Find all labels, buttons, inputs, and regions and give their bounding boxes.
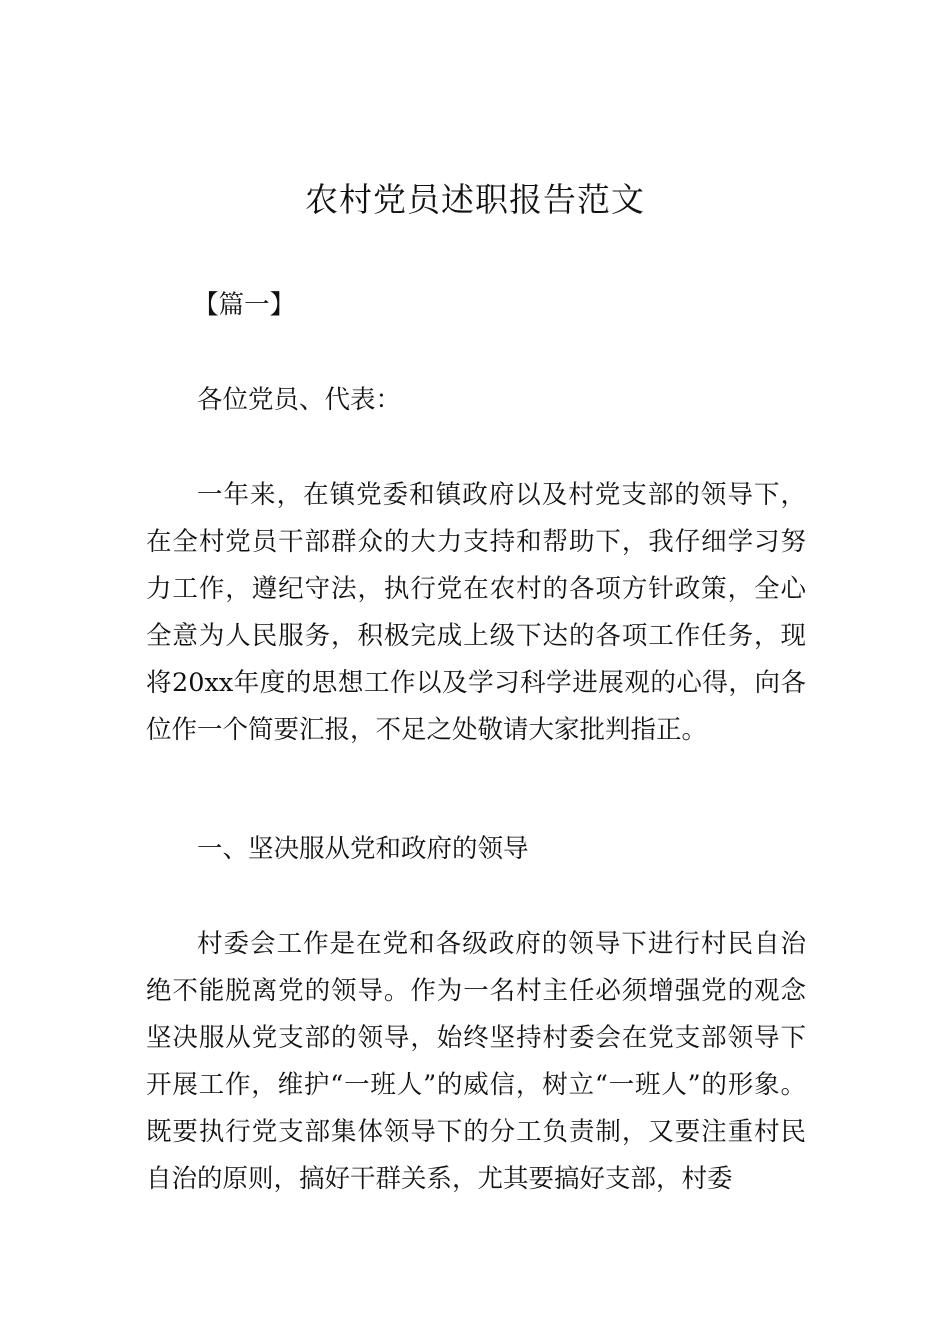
section-label: 【篇一】 (193, 290, 296, 320)
document-title: 农村党员述职报告范文 (305, 180, 645, 219)
salutation: 各位党员、代表： (197, 385, 402, 415)
section-heading-1: 一、坚决服从党和政府的领导 (197, 834, 529, 864)
body-paragraph-1: 一年来，在镇党委和镇政府以及村党支部的领导下，在全村党员干部群众的大力支持和帮助下，我仔细学习努力工作，遵纪守法，执行党在农村的各项方针政策，全心全意为人民服务，积极完成上级下达的各项工作任务，现将20xx年度的思想工作以及学习科学进展观的心得，向各位作一个简要汇报，不足之处敬请大家批判指正。 (146, 480, 806, 745)
body-paragraph-2: 村委会工作是在党和各级政府的领导下进行村民自治绝不能脱离党的领导。作为一名村主任必须增强党的观念坚决服从党支部的领导，始终坚持村委会在党支部领导下开展工作，维护“一班人”的威信，树立“一班人”的形象。既要执行党支部集体领导下的分工负责制，又要注重村民自治的原则，搞好干群关系，尤其要搞好支部，村委 (146, 929, 806, 1194)
